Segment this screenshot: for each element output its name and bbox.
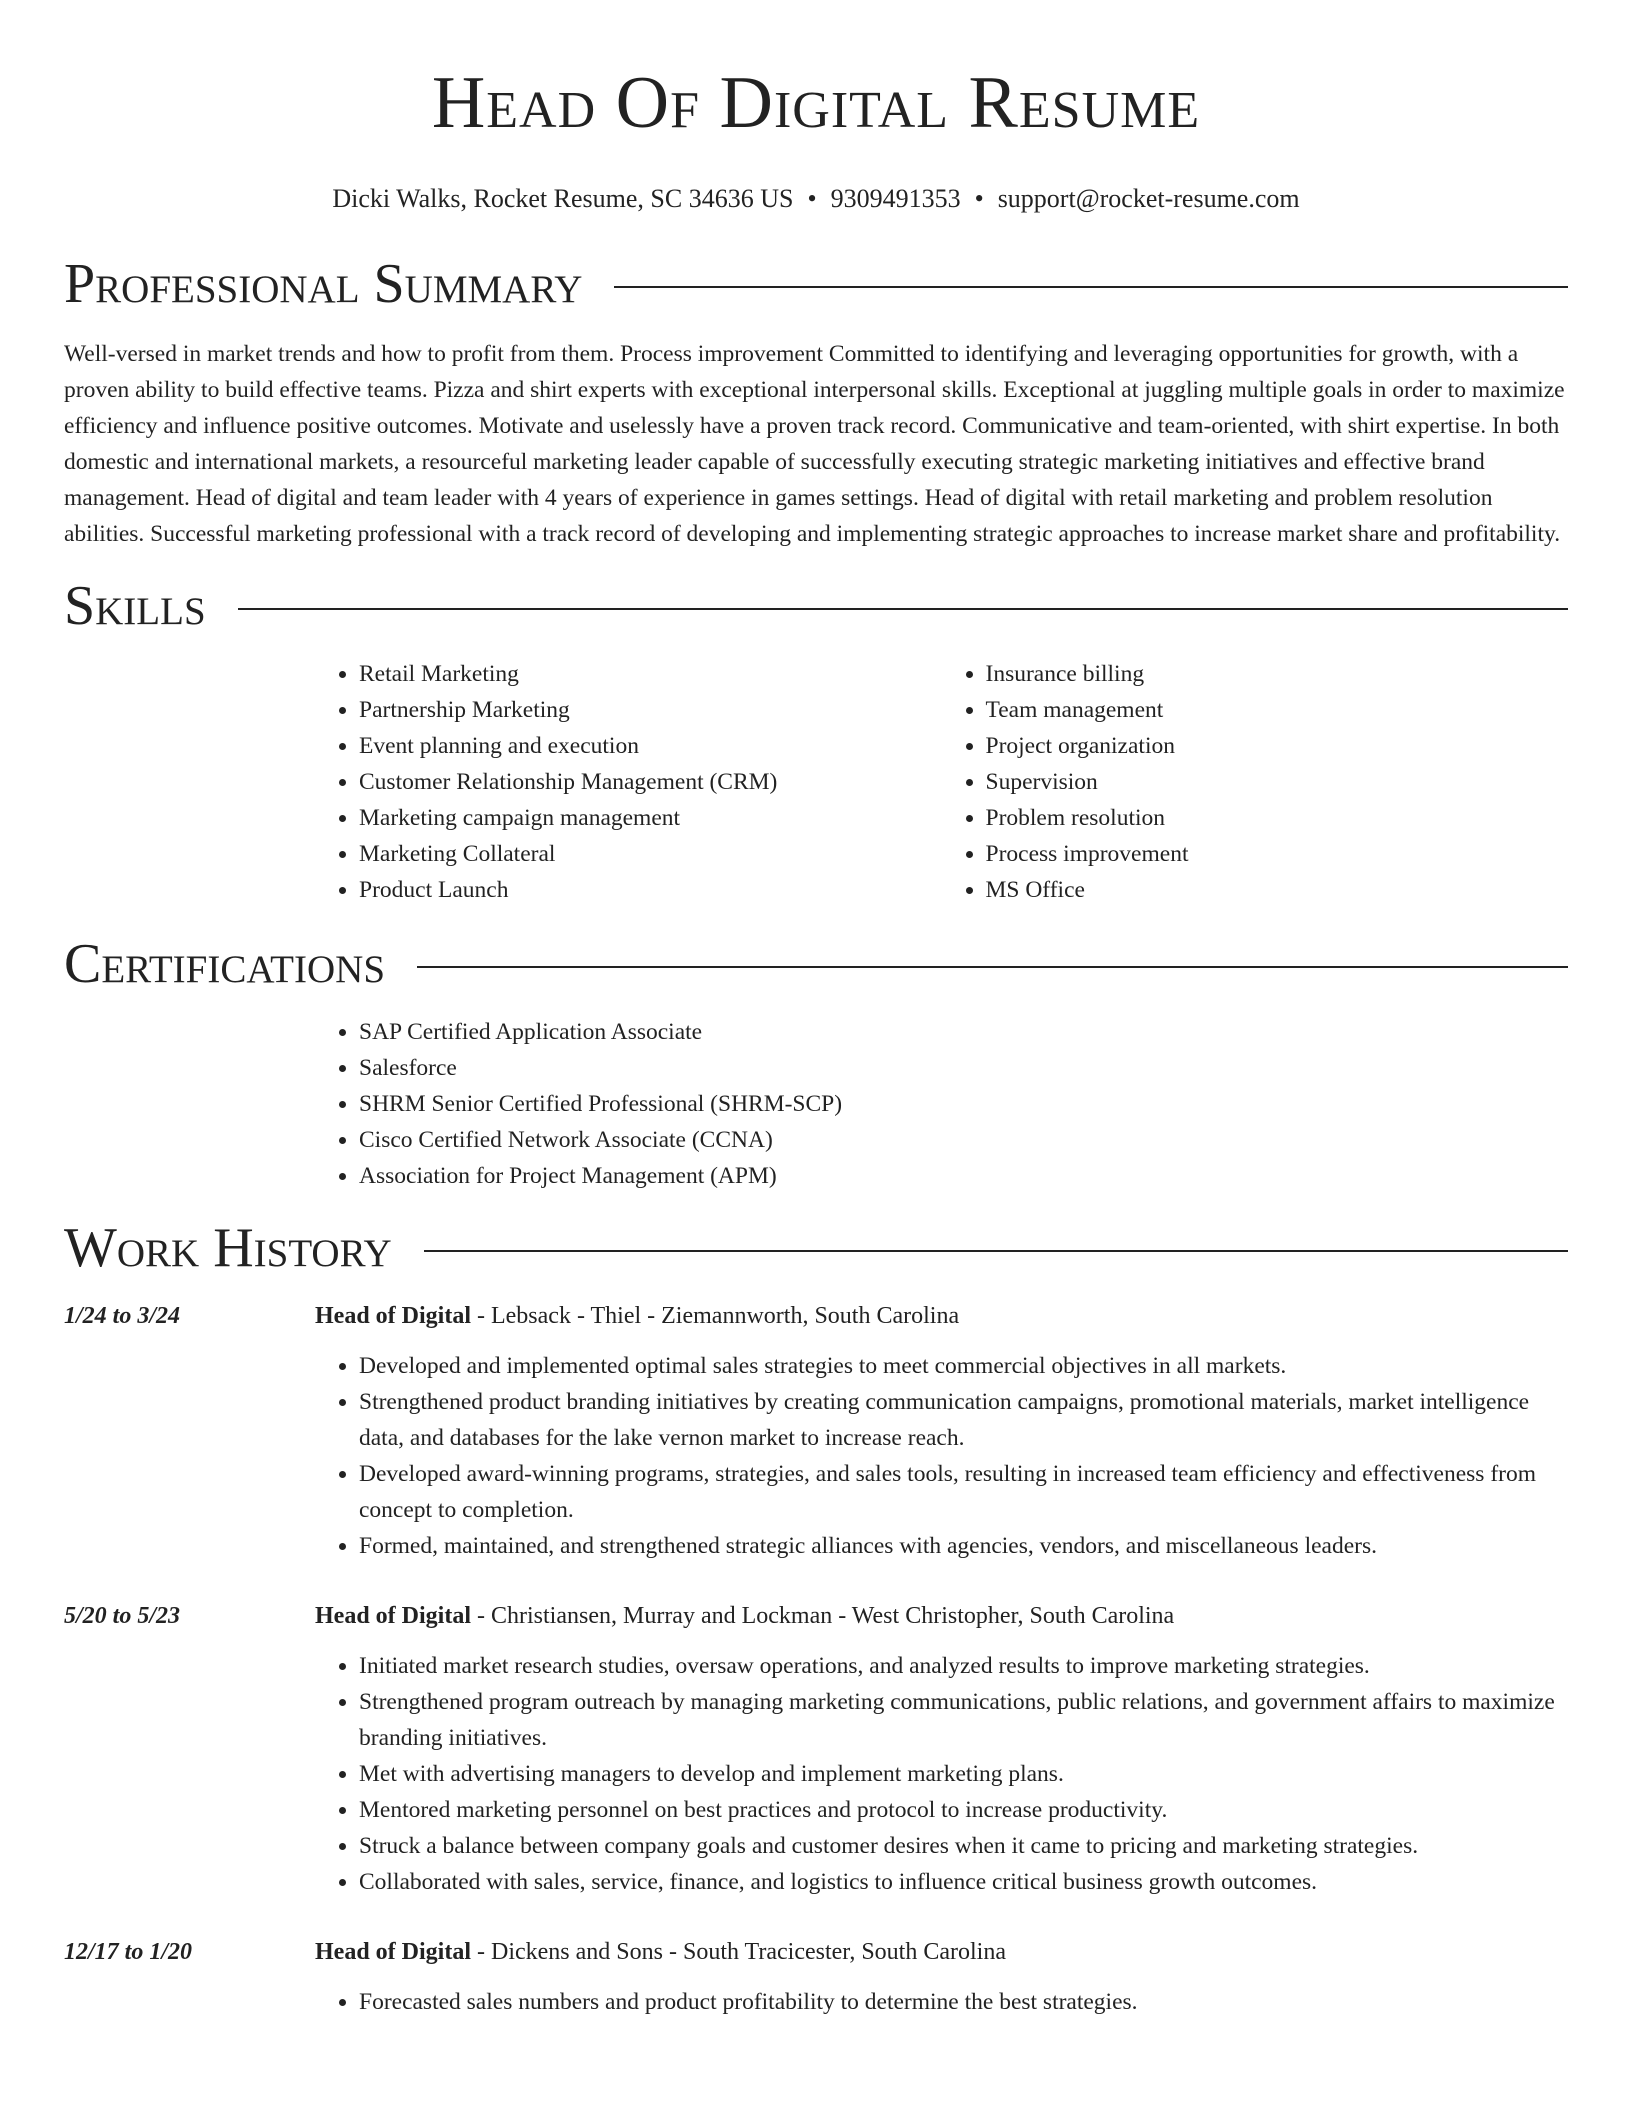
job-dates: 1/24 to 3/24 [64, 1303, 181, 1329]
contact-address: Dicki Walks, Rocket Resume, SC 34636 US [332, 184, 794, 213]
job-employer: - Christiansen, Murray and Lockman - West Christopher, South Carolina [471, 1603, 1175, 1629]
job-title: Head of Digital [315, 1603, 471, 1629]
section-divider [238, 608, 1568, 610]
skills-heading: Skills [64, 575, 206, 637]
certifications-heading: Certifications [64, 933, 386, 995]
list-item: • Strengthened program outreach by managing marketing communications, public relations, and government affairs to maximize branding initiatives. [359, 1684, 1568, 1756]
section-divider [614, 286, 1568, 288]
job-heading [315, 1298, 1568, 1334]
job-heading [315, 1598, 1568, 1634]
certifications-section-header [64, 930, 1568, 998]
list-item: • Formed, maintained, and strengthened strategic alliances with agencies, vendors, and miscellaneous leaders. [359, 1528, 1568, 1564]
list-item: • Developed and implemented optimal sales strategies to meet commercial objectives in all markets. [359, 1348, 1568, 1384]
job-title: Head of Digital [315, 1303, 471, 1329]
job-title: Head of Digital [315, 1939, 471, 1965]
job-employer: - Dickens and Sons - South Tracicester, South Carolina [471, 1939, 1006, 1965]
skills-column-left [315, 656, 942, 908]
list-item: • Product Launch [359, 872, 942, 908]
job-details [315, 1598, 1568, 1900]
job-bullets [315, 1348, 1568, 1564]
section-divider [417, 966, 1568, 968]
list-item: • Event planning and execution [359, 728, 942, 764]
work-history-heading: Work History [64, 1217, 392, 1279]
job-entry [64, 1598, 1568, 1900]
job-entry [64, 1298, 1568, 1564]
list-item: • Partnership Marketing [359, 692, 942, 728]
section-divider [424, 1250, 1568, 1252]
job-heading [315, 1934, 1568, 1970]
certifications-items [315, 1014, 1568, 1194]
list-item: • Marketing Collateral [359, 836, 942, 872]
summary-text: Well-versed in market trends and how to profit from them. Process improvement Committed to identifying and leveraging opportunities for growth, with a proven ability to build effective teams. Pizza and shirt experts with exceptional interpersonal skills. Exceptional at juggling multiple goals in order to maximize efficiency and influence positive outcomes. Motivate and uselessly have a proven track record. Communicative and team-oriented, with shirt expertise. In both domestic and international markets, a resourceful marketing leader capable of successfully executing strategic marketing initiatives and effective brand management. Head of digital and team leader with 4 years of experience in games settings. Head of digital with retail marketing and problem resolution abilities. Successful marketing professional with a track record of developing and implementing strategic approaches to increase market share and profitability. [64, 341, 1565, 547]
skills-section-header [64, 572, 1568, 640]
list-item: • Initiated market research studies, oversaw operations, and analyzed results to improve marketing strategies. [359, 1648, 1568, 1684]
contact-phone: 9309491353 [830, 184, 961, 213]
resume-title: Head Of Digital Resume [431, 62, 1201, 144]
list-item: • Insurance billing [986, 656, 1569, 692]
list-item: • Association for Project Management (APM) [359, 1158, 1568, 1194]
list-item: • Retail Marketing [359, 656, 942, 692]
list-item: • Team management [986, 692, 1569, 728]
list-item: • MS Office [986, 872, 1569, 908]
list-item: • Process improvement [986, 836, 1569, 872]
job-details [315, 1298, 1568, 1564]
list-item: • Strengthened product branding initiatives by creating communication campaigns, promotional materials, market intelligence data, and databases for the lake vernon market to increase reach. [359, 1384, 1568, 1456]
list-item: • Forecasted sales numbers and product profitability to determine the best strategies. [359, 1984, 1568, 2020]
job-employer: - Lebsack - Thiel - Ziemannworth, South Carolina [471, 1303, 960, 1329]
contact-separator: • [974, 184, 984, 213]
list-item: • Developed award-winning programs, strategies, and sales tools, resulting in increased team efficiency and effectiveness from concept to completion. [359, 1456, 1568, 1528]
list-item: • Collaborated with sales, service, finance, and logistics to influence critical business growth outcomes. [359, 1864, 1568, 1900]
list-item: • Marketing campaign management [359, 800, 942, 836]
job-dates: 12/17 to 1/20 [64, 1939, 193, 1965]
job-entry [64, 1934, 1568, 2020]
list-item: • Project organization [986, 728, 1569, 764]
job-bullets [315, 1648, 1568, 1900]
certifications-list [315, 1014, 1568, 1194]
list-item: • Cisco Certified Network Associate (CCNA) [359, 1122, 1568, 1158]
list-item: • Supervision [986, 764, 1569, 800]
list-item: • Customer Relationship Management (CRM) [359, 764, 942, 800]
skills-list [315, 656, 1568, 908]
job-details [315, 1934, 1568, 2020]
list-item: • SHRM Senior Certified Professional (SHRM-SCP) [359, 1086, 1568, 1122]
contact-email: support@rocket-resume.com [997, 184, 1300, 213]
list-item: • Mentored marketing personnel on best practices and protocol to increase productivity. [359, 1792, 1568, 1828]
job-bullets [315, 1984, 1568, 2020]
summary-heading: Professional Summary [64, 253, 583, 315]
contact-separator: • [807, 184, 817, 213]
list-item: • Struck a balance between company goals and customer desires when it came to pricing and marketing strategies. [359, 1828, 1568, 1864]
job-dates: 5/20 to 5/23 [64, 1603, 181, 1629]
summary-section-header [64, 250, 1568, 318]
work-history-section-header [64, 1214, 1568, 1282]
list-item: • Salesforce [359, 1050, 1568, 1086]
skills-column-right [942, 656, 1569, 908]
list-item: • Met with advertising managers to develop and implement marketing plans. [359, 1756, 1568, 1792]
list-item: • SAP Certified Application Associate [359, 1014, 1568, 1050]
contact-line [64, 182, 1568, 216]
work-history-list [64, 1298, 1568, 2020]
list-item: • Problem resolution [986, 800, 1569, 836]
